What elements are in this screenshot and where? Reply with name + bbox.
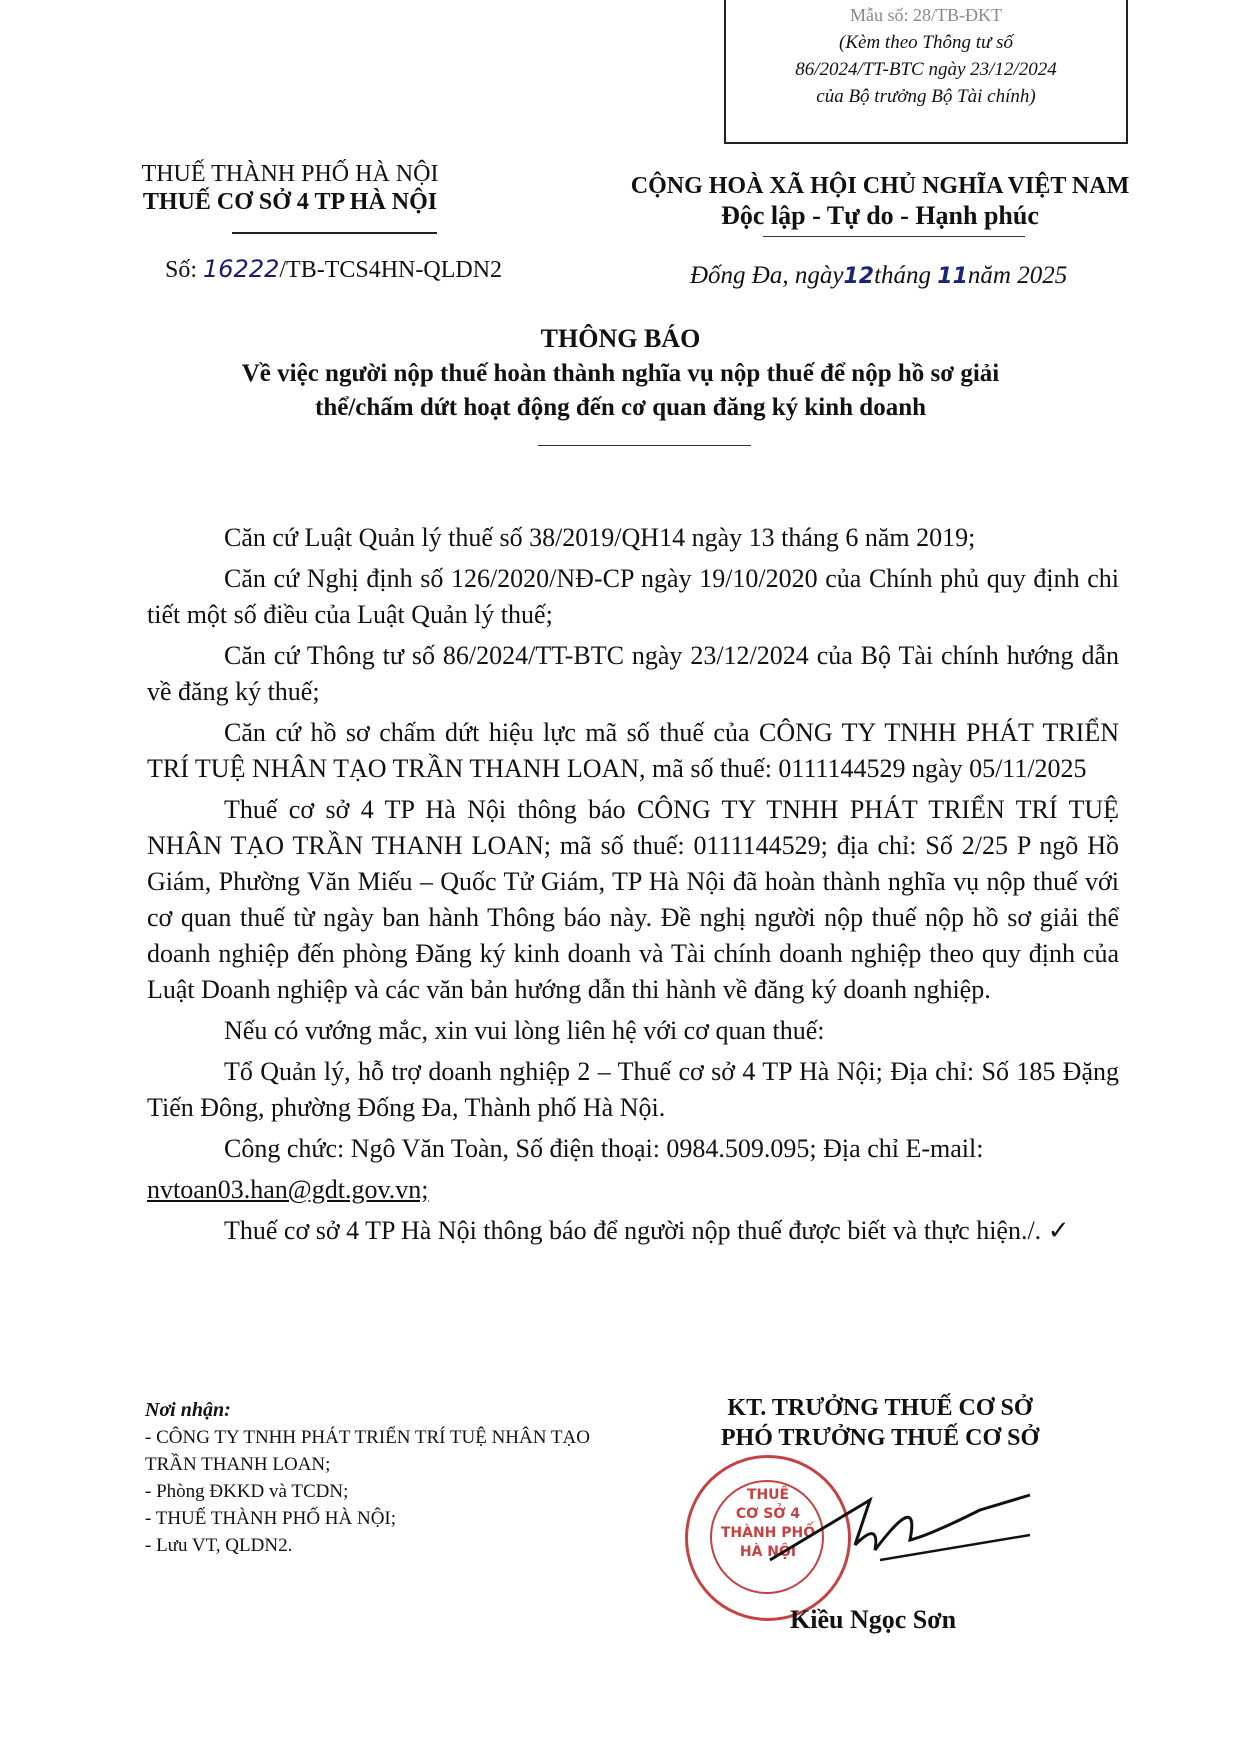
subject-divider xyxy=(538,445,751,446)
seal-line-4: HÀ NỘI xyxy=(739,1544,797,1560)
contact-intro: Nếu có vướng mắc, xin vui lòng liên hệ với cơ quan thuế: xyxy=(224,1016,825,1045)
contact-email-link[interactable]: nvtoan03.han@gdt.gov.vn; xyxy=(147,1175,429,1204)
recipients-block xyxy=(145,1397,595,1559)
agency-divider xyxy=(232,232,437,234)
form-reference-line3: của Bộ trưởng Bộ Tài chính) xyxy=(816,86,1036,107)
contact-office: Tổ Quản lý, hỗ trợ doanh nghiệp 2 – Thuế cơ sở 4 TP Hà Nội; Địa chỉ: Số 185 Đặng Tiến Đông, phường Đống Đa, Thành phố Hà Nội. xyxy=(147,1057,1119,1122)
signer-title xyxy=(665,1393,1095,1453)
document-number-suffix: /TB-TCS4HN-QLDN2 xyxy=(279,257,503,283)
form-number: Mẫu số: 28/TB-ĐKT xyxy=(850,5,1002,25)
legal-basis-dossier: Căn cứ hồ sơ chấm dứt hiệu lực mã số thuế của CÔNG TY TNHH PHÁT TRIỂN TRÍ TUỆ NHÂN TẠO TRẦN THANH LOAN, mã số thuế: 0111144529 ngày 05/11/2025 xyxy=(147,718,1119,783)
motto-divider xyxy=(763,236,1025,237)
document-body xyxy=(147,520,1119,1254)
recipient-item: - CÔNG TY TNHH PHÁT TRIỂN TRÍ TUỆ NHÂN TẠO TRẦN THANH LOAN; xyxy=(145,1427,590,1475)
seal-line-2: CƠ SỞ 4 xyxy=(735,1506,801,1522)
recipient-item: - Lưu VT, QLDN2. xyxy=(145,1535,293,1556)
form-reference-line2: 86/2024/TT-BTC ngày 23/12/2024 xyxy=(795,59,1057,80)
signer-title-line2: PHÓ TRƯỞNG THUẾ CƠ SỞ xyxy=(720,1425,1040,1451)
contact-officer-text: Công chức: Ngô Văn Toàn, Số điện thoại: 0984.509.095; Địa chỉ E-mail: xyxy=(224,1134,984,1163)
country-name: CỘNG HOÀ XÃ HỘI CHỦ NGHĨA VIỆT NAM xyxy=(630,173,1130,199)
form-reference-line1: (Kèm theo Thông tư số xyxy=(839,32,1013,53)
contact-officer xyxy=(147,1131,1119,1167)
document-number-prefix: Số: xyxy=(165,257,198,283)
subject-line-2: thể/chấm dứt hoạt động đến cơ quan đăng ký kinh doanh xyxy=(315,394,926,421)
handwritten-tick-icon: ✓ xyxy=(1047,1216,1070,1246)
date-month: 11 xyxy=(937,264,968,289)
seal-line-1: THUẾ xyxy=(746,1487,790,1503)
signer-name: Kiều Ngọc Sơn xyxy=(790,1605,957,1634)
contact-email-line xyxy=(147,1172,1119,1208)
recipients-label: Nơi nhận: xyxy=(145,1399,231,1421)
legal-basis-decree: Căn cứ Nghị định số 126/2020/NĐ-CP ngày 19/10/2020 của Chính phủ quy định chi tiết một số điều của Luật Quản lý thuế; xyxy=(147,564,1119,629)
document-subject xyxy=(160,357,1081,425)
form-reference-box xyxy=(724,0,1128,144)
legal-basis-circular: Căn cứ Thông tư số 86/2024/TT-BTC ngày 23/12/2024 của Bộ Tài chính hướng dẫn về đăng ký thuế; xyxy=(147,641,1119,706)
national-motto: Độc lập - Tự do - Hạnh phúc xyxy=(721,201,1039,230)
closing-text: Thuế cơ sở 4 TP Hà Nội thông báo để người nộp thuế được biết và thực hiện./. xyxy=(224,1216,1042,1245)
agency-name: THUẾ CƠ SỞ 4 TP HÀ NỘI xyxy=(142,189,438,215)
issuing-agency xyxy=(140,160,440,216)
seal-line-3: THÀNH PHỐ xyxy=(720,1525,816,1541)
document-title: THÔNG BÁO xyxy=(540,324,701,353)
date-place: Đống Đa, ngày xyxy=(690,262,844,289)
date-day: 12 xyxy=(843,264,875,289)
date-month-label: tháng xyxy=(874,262,932,289)
document-number xyxy=(165,255,502,284)
document-number-handwritten: 16222 xyxy=(203,255,280,283)
notice-paragraph: Thuế cơ sở 4 TP Hà Nội thông báo CÔNG TY TNHH PHÁT TRIỂN TRÍ TUỆ NHÂN TẠO TRẦN THANH LOAN; mã số thuế: 0111144529; địa chỉ: Số 2/25 P ngõ Hồ Giám, Phường Văn Miếu – Quốc Tử Giám, TP Hà Nội đã hoàn thành nghĩa vụ nộp thuế với cơ quan thuế từ ngày ban hành Thông báo này. Đề nghị người nộp thuế nộp hồ sơ giải thể doanh nghiệp đến phòng Đăng ký kinh doanh và Tài chính doanh nghiệp theo quy định của Luật Doanh nghiệp và các văn bản hướng dẫn thi hành về đăng ký doanh nghiệp. xyxy=(147,795,1119,1004)
recipient-item: - Phòng ĐKKD và TCDN; xyxy=(145,1481,349,1502)
date-line xyxy=(690,262,1067,290)
date-year: năm 2025 xyxy=(967,262,1068,289)
signer-title-line1: KT. TRƯỞNG THUẾ CƠ SỞ xyxy=(727,1395,1033,1421)
parent-agency: THUẾ THÀNH PHỐ HÀ NỘI xyxy=(141,161,439,187)
legal-basis-law: Căn cứ Luật Quản lý thuế số 38/2019/QH14 ngày 13 tháng 6 năm 2019; xyxy=(224,523,976,552)
subject-line-1: Về việc người nộp thuế hoàn thành nghĩa vụ nộp thuế để nộp hồ sơ giải xyxy=(241,360,1000,387)
handwritten-signature-icon xyxy=(760,1480,1040,1595)
closing-paragraph xyxy=(147,1213,1119,1249)
national-header xyxy=(600,172,1160,230)
recipient-item: - THUẾ THÀNH PHỐ HÀ NỘI; xyxy=(145,1508,397,1529)
